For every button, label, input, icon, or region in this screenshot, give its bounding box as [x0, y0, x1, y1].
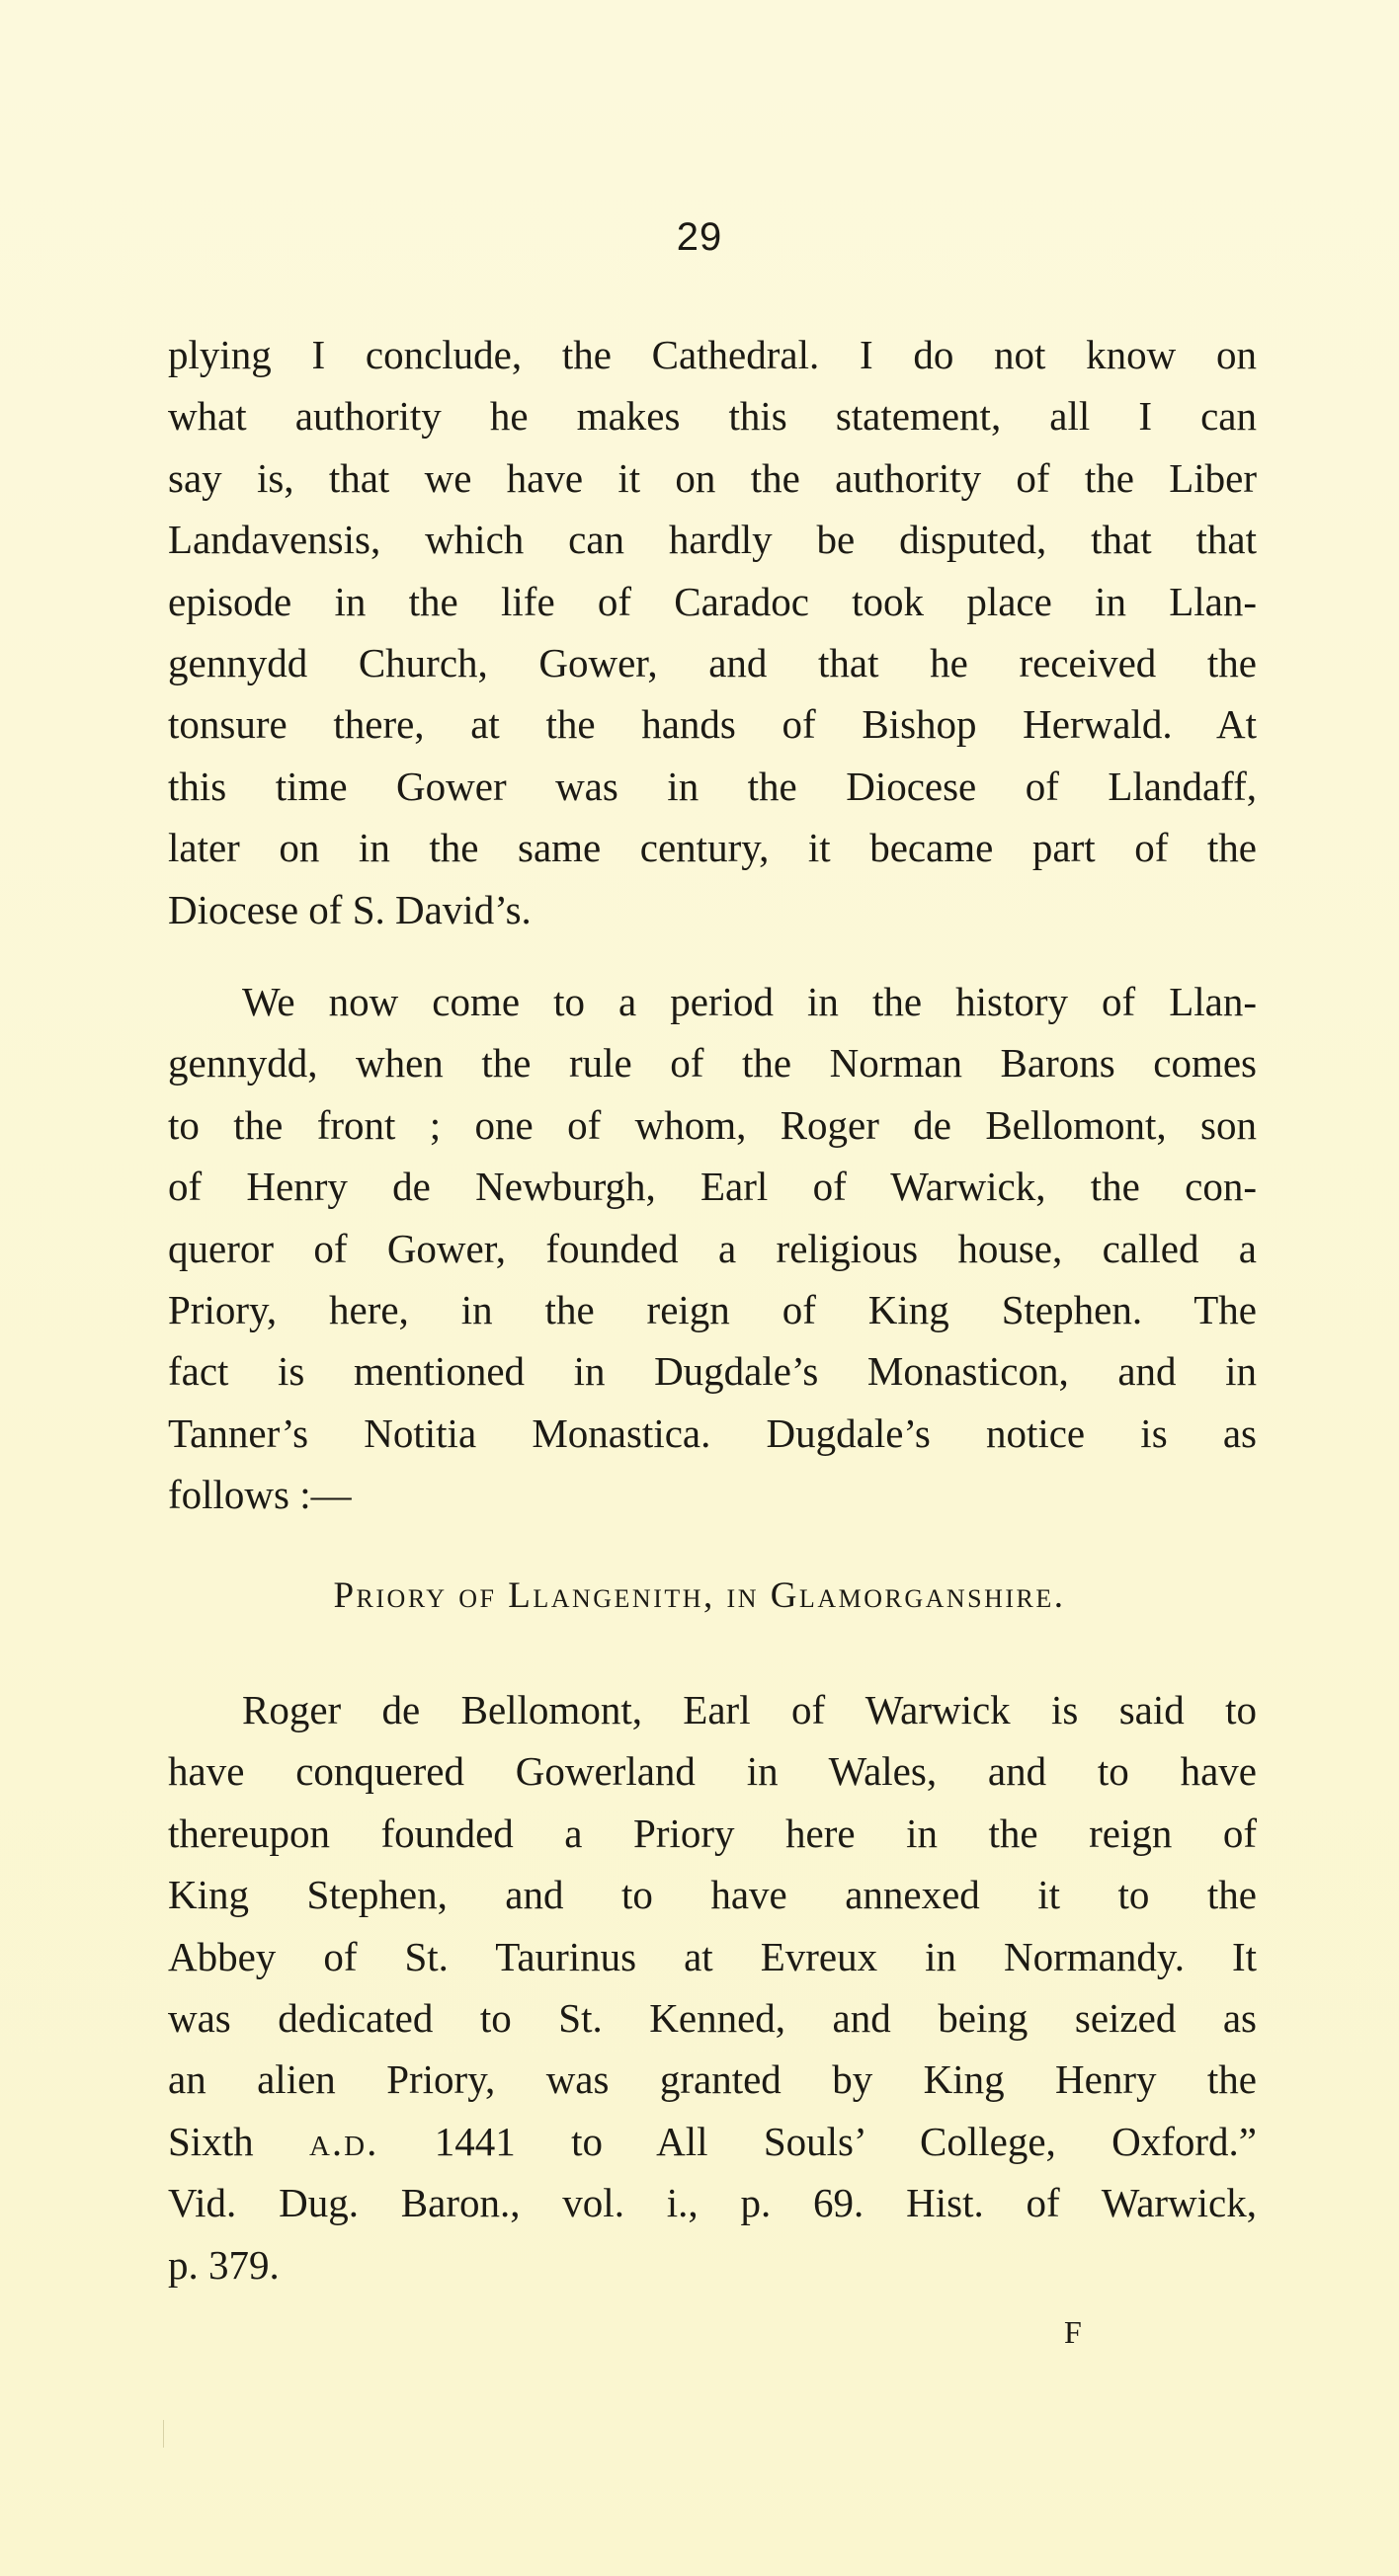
text-fragment: Sixth: [168, 2118, 309, 2164]
page-number: 29: [676, 215, 723, 259]
text-fragment: 1441 to All Souls’ College, Oxford.”: [378, 2118, 1257, 2164]
text-line: to the front ; one of whom, Roger de Bellomont, son: [168, 1101, 1257, 1148]
text-line: Priory, here, in the reign of King Stephen. The: [168, 1286, 1257, 1332]
text-line: this time Gower was in the Diocese of Llandaff,: [168, 763, 1257, 809]
paragraph-caradoc: [168, 324, 1257, 940]
paragraph-norman-barons: [168, 971, 1257, 1526]
text-line: Diocese of S. David’s.: [168, 886, 532, 932]
text-line: thereupon founded a Priory here in the reign of: [168, 1810, 1257, 1856]
signature-mark: F: [1064, 2314, 1082, 2350]
text-line: was dedicated to St. Kenned, and being seized as: [168, 1994, 1257, 2041]
text-line: Roger de Bellomont, Earl of Warwick is said to: [242, 1687, 1257, 1732]
text-line: queror of Gower, founded a religious house, called a: [168, 1225, 1257, 1271]
text-line: of Henry de Newburgh, Earl of Warwick, the con-: [168, 1164, 1257, 1210]
text-line: p. 379.: [168, 2241, 280, 2288]
text-line: what authority he makes this statement, all I can: [168, 393, 1257, 440]
text-line: gennydd Church, Gower, and that he received the: [168, 639, 1257, 685]
text-line: have conquered Gowerland in Wales, and to have: [168, 1748, 1257, 1795]
text-line: gennydd, when the rule of the Norman Barons comes: [168, 1040, 1257, 1087]
text-line: King Stephen, and to have annexed it to the: [168, 1872, 1257, 1918]
text-line: We now come to a period in the history of Llan-: [242, 979, 1257, 1024]
text-line: plying I conclude, the Cathedral. I do not know on: [168, 332, 1257, 377]
section-heading: Priory of Llangenith, in Glamorganshire.: [333, 1575, 1066, 1616]
text-line: fact is mentioned in Dugdale’s Monasticon, and in: [168, 1348, 1257, 1395]
text-line: an alien Priory, was granted by King Henry the: [168, 2056, 1257, 2103]
text-line: Abbey of St. Taurinus at Evreux in Normandy. It: [168, 1933, 1257, 1979]
text-line: episode in the life of Caradoc took place in Llan-: [168, 578, 1257, 624]
text-line: say is, that we have it on the authority of the Liber: [168, 454, 1257, 501]
text-line: Landavensis, which can hardly be disputed, that that: [168, 517, 1257, 563]
page-mark: [163, 2420, 164, 2448]
text-line: later on in the same century, it became part of the: [168, 825, 1257, 871]
text-line: [168, 2111, 1257, 2172]
text-line: Vid. Dug. Baron., vol. i., p. 69. Hist. of Warwick,: [168, 2180, 1257, 2226]
text-line: follows :—: [168, 1472, 352, 1518]
text-line: tonsure there, at the hands of Bishop Herwald. At: [168, 701, 1257, 748]
era-abbreviation: a.d.: [308, 2118, 379, 2164]
text-line: Tanner’s Notitia Monastica. Dugdale’s notice is as: [168, 1409, 1257, 1456]
paragraph-dugdale-notice: [168, 1679, 1257, 2295]
